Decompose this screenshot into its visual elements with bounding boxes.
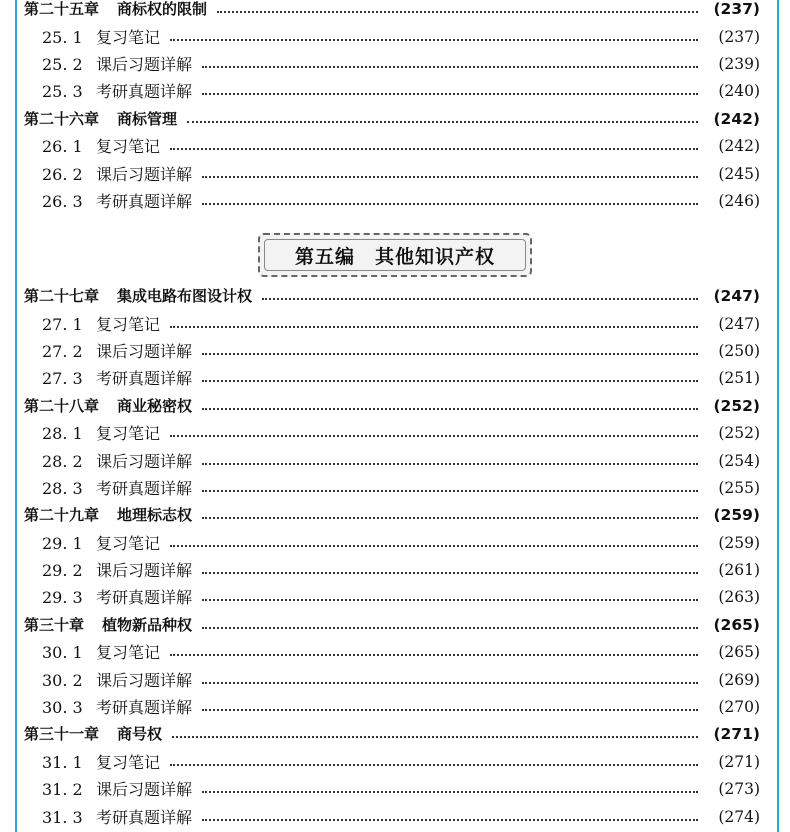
- page-number: (239): [718, 54, 760, 73]
- entry-title: 复习笔记: [96, 643, 161, 663]
- entry-title: 课后习题详解: [96, 54, 193, 74]
- dot-leader: [170, 325, 698, 328]
- toc-section-entry[interactable]: [0, 188, 790, 215]
- entry-number: 27. 2: [42, 341, 83, 361]
- entry-title: 植物新品种权: [102, 615, 193, 634]
- toc-chapter-entry[interactable]: [0, 106, 790, 133]
- page-number: (255): [718, 478, 760, 497]
- entry-title: 考研真题详解: [96, 588, 193, 608]
- entry-number: 第三十一章: [24, 725, 100, 744]
- entry-number: 第二十六章: [24, 109, 100, 128]
- entry-title: 复习笔记: [96, 27, 161, 47]
- entry-number: 第二十九章: [24, 506, 100, 525]
- entry-number: 第三十章: [24, 615, 85, 634]
- dot-leader: [202, 790, 698, 793]
- page-number: (250): [718, 341, 760, 360]
- entry-number: 30. 1: [42, 643, 83, 663]
- entry-number: 28. 3: [42, 478, 83, 498]
- dot-leader: [170, 544, 698, 547]
- entry-number: 31. 2: [42, 780, 83, 800]
- dot-leader: [187, 120, 698, 123]
- toc-section-top: [0, 0, 790, 215]
- page-number: (271): [718, 752, 760, 771]
- toc-section-entry[interactable]: [0, 803, 790, 830]
- entry-number: 26. 3: [42, 191, 83, 211]
- dot-leader: [202, 516, 698, 519]
- dot-leader: [202, 489, 698, 492]
- dot-leader: [202, 352, 698, 355]
- toc-chapter-entry[interactable]: [0, 502, 790, 529]
- toc-section-entry[interactable]: [0, 51, 790, 78]
- entry-number: 第二十八章: [24, 396, 100, 415]
- entry-number: 29. 2: [42, 561, 83, 581]
- entry-number: 28. 1: [42, 424, 83, 444]
- page-number: (259): [718, 533, 760, 552]
- page-number: (252): [718, 424, 760, 443]
- toc-section-entry[interactable]: [0, 78, 790, 105]
- toc-section-entry[interactable]: [0, 749, 790, 776]
- entry-title: 商标管理: [117, 109, 178, 128]
- entry-title: 地理标志权: [117, 506, 193, 525]
- toc-chapter-entry[interactable]: [0, 393, 790, 420]
- entry-title: 考研真题详解: [96, 369, 193, 389]
- dot-leader: [202, 175, 698, 178]
- page-number: (269): [718, 670, 760, 689]
- dot-leader: [170, 147, 698, 150]
- dot-leader: [202, 92, 698, 95]
- dot-leader: [202, 626, 698, 629]
- page-number: (245): [718, 164, 760, 183]
- toc-section-entry[interactable]: [0, 447, 790, 474]
- entry-number: 25. 1: [42, 27, 83, 47]
- toc-section-entry[interactable]: [0, 160, 790, 187]
- entry-title: 考研真题详解: [96, 191, 193, 211]
- page-number: (242): [713, 109, 760, 128]
- toc-section-entry[interactable]: [0, 365, 790, 392]
- entry-title: 课后习题详解: [96, 561, 193, 581]
- entry-number: 26. 1: [42, 137, 83, 157]
- page-number: (273): [718, 780, 760, 799]
- entry-title: 课后习题详解: [96, 780, 193, 800]
- entry-title: 复习笔记: [96, 752, 161, 772]
- page-number: (240): [718, 82, 760, 101]
- entry-number: 27. 1: [42, 314, 83, 334]
- page-number: (270): [718, 698, 760, 717]
- dot-leader: [170, 653, 698, 656]
- toc-section-entry[interactable]: [0, 338, 790, 365]
- page-number: (265): [713, 615, 760, 634]
- part-banner: [258, 233, 532, 277]
- entry-title: 考研真题详解: [96, 478, 193, 498]
- page-number: (259): [713, 506, 760, 525]
- dot-leader: [170, 434, 698, 437]
- entry-number: 25. 2: [42, 54, 83, 74]
- entry-title: 课后习题详解: [96, 451, 193, 471]
- dot-leader: [202, 598, 698, 601]
- toc-chapter-entry[interactable]: [0, 612, 790, 639]
- entry-title: 课后习题详解: [96, 164, 193, 184]
- entry-title: 课后习题详解: [96, 341, 193, 361]
- toc-section-entry[interactable]: [0, 133, 790, 160]
- entry-title: 商标权的限制: [117, 0, 208, 19]
- toc-section-bottom: [0, 283, 790, 831]
- entry-number: 25. 3: [42, 82, 83, 102]
- page-number: (247): [718, 314, 760, 333]
- page-number: (265): [718, 643, 760, 662]
- dot-leader: [202, 571, 698, 574]
- dot-leader: [202, 407, 698, 410]
- page-number: (242): [718, 137, 760, 156]
- entry-title: 考研真题详解: [96, 82, 193, 102]
- entry-title: 商业秘密权: [117, 396, 193, 415]
- entry-title: 课后习题详解: [96, 670, 193, 690]
- entry-number: 第二十五章: [24, 0, 100, 19]
- page-number: (274): [718, 807, 760, 826]
- toc-section-entry[interactable]: [0, 557, 790, 584]
- entry-number: 31. 1: [42, 752, 83, 772]
- entry-title: 复习笔记: [96, 533, 161, 553]
- page-number: (263): [718, 588, 760, 607]
- dot-leader: [202, 65, 698, 68]
- entry-number: 28. 2: [42, 451, 83, 471]
- entry-number: 29. 1: [42, 533, 83, 553]
- page-number: (254): [718, 451, 760, 470]
- toc-section-entry[interactable]: [0, 584, 790, 611]
- entry-number: 26. 2: [42, 164, 83, 184]
- entry-title: 考研真题详解: [96, 807, 193, 827]
- page-number: (271): [713, 725, 760, 744]
- dot-leader: [202, 708, 698, 711]
- toc-section-entry[interactable]: [0, 666, 790, 693]
- dot-leader: [217, 10, 698, 13]
- dot-leader: [170, 763, 698, 766]
- dot-leader: [172, 735, 698, 738]
- toc-section-entry[interactable]: [0, 776, 790, 803]
- entry-title: 复习笔记: [96, 424, 161, 444]
- toc-section-entry[interactable]: [0, 420, 790, 447]
- dot-leader: [202, 462, 698, 465]
- dot-leader: [202, 202, 698, 205]
- page-number: (247): [713, 287, 760, 306]
- dot-leader: [202, 681, 698, 684]
- entry-title: 商号权: [117, 725, 163, 744]
- dot-leader: [262, 297, 698, 300]
- toc-chapter-entry[interactable]: [0, 283, 790, 310]
- toc-section-entry[interactable]: [0, 23, 790, 50]
- part-title: 第五编 其他知识产权: [294, 245, 495, 268]
- toc-section-entry[interactable]: [0, 694, 790, 721]
- toc-section-entry[interactable]: [0, 310, 790, 337]
- entry-title: 复习笔记: [96, 137, 161, 157]
- page-number: (237): [713, 0, 760, 19]
- dot-leader: [202, 818, 698, 821]
- toc-section-entry[interactable]: [0, 475, 790, 502]
- entry-title: 集成电路布图设计权: [117, 287, 253, 306]
- toc-section-entry[interactable]: [0, 639, 790, 666]
- page-number: (261): [718, 561, 760, 580]
- entry-number: 29. 3: [42, 588, 83, 608]
- entry-title: 考研真题详解: [96, 698, 193, 718]
- dot-leader: [170, 38, 698, 41]
- entry-number: 30. 3: [42, 698, 83, 718]
- dot-leader: [202, 379, 698, 382]
- entry-number: 31. 3: [42, 807, 83, 827]
- entry-title: 复习笔记: [96, 314, 161, 334]
- entry-number: 30. 2: [42, 670, 83, 690]
- page-number: (251): [718, 369, 760, 388]
- entry-number: 第二十七章: [24, 287, 100, 306]
- page-number: (237): [718, 27, 760, 46]
- toc-chapter-entry[interactable]: [0, 721, 790, 748]
- toc-chapter-entry[interactable]: [0, 0, 790, 23]
- toc-section-entry[interactable]: [0, 530, 790, 557]
- page-number: (252): [713, 396, 760, 415]
- page-number: (246): [718, 191, 760, 210]
- entry-number: 27. 3: [42, 369, 83, 389]
